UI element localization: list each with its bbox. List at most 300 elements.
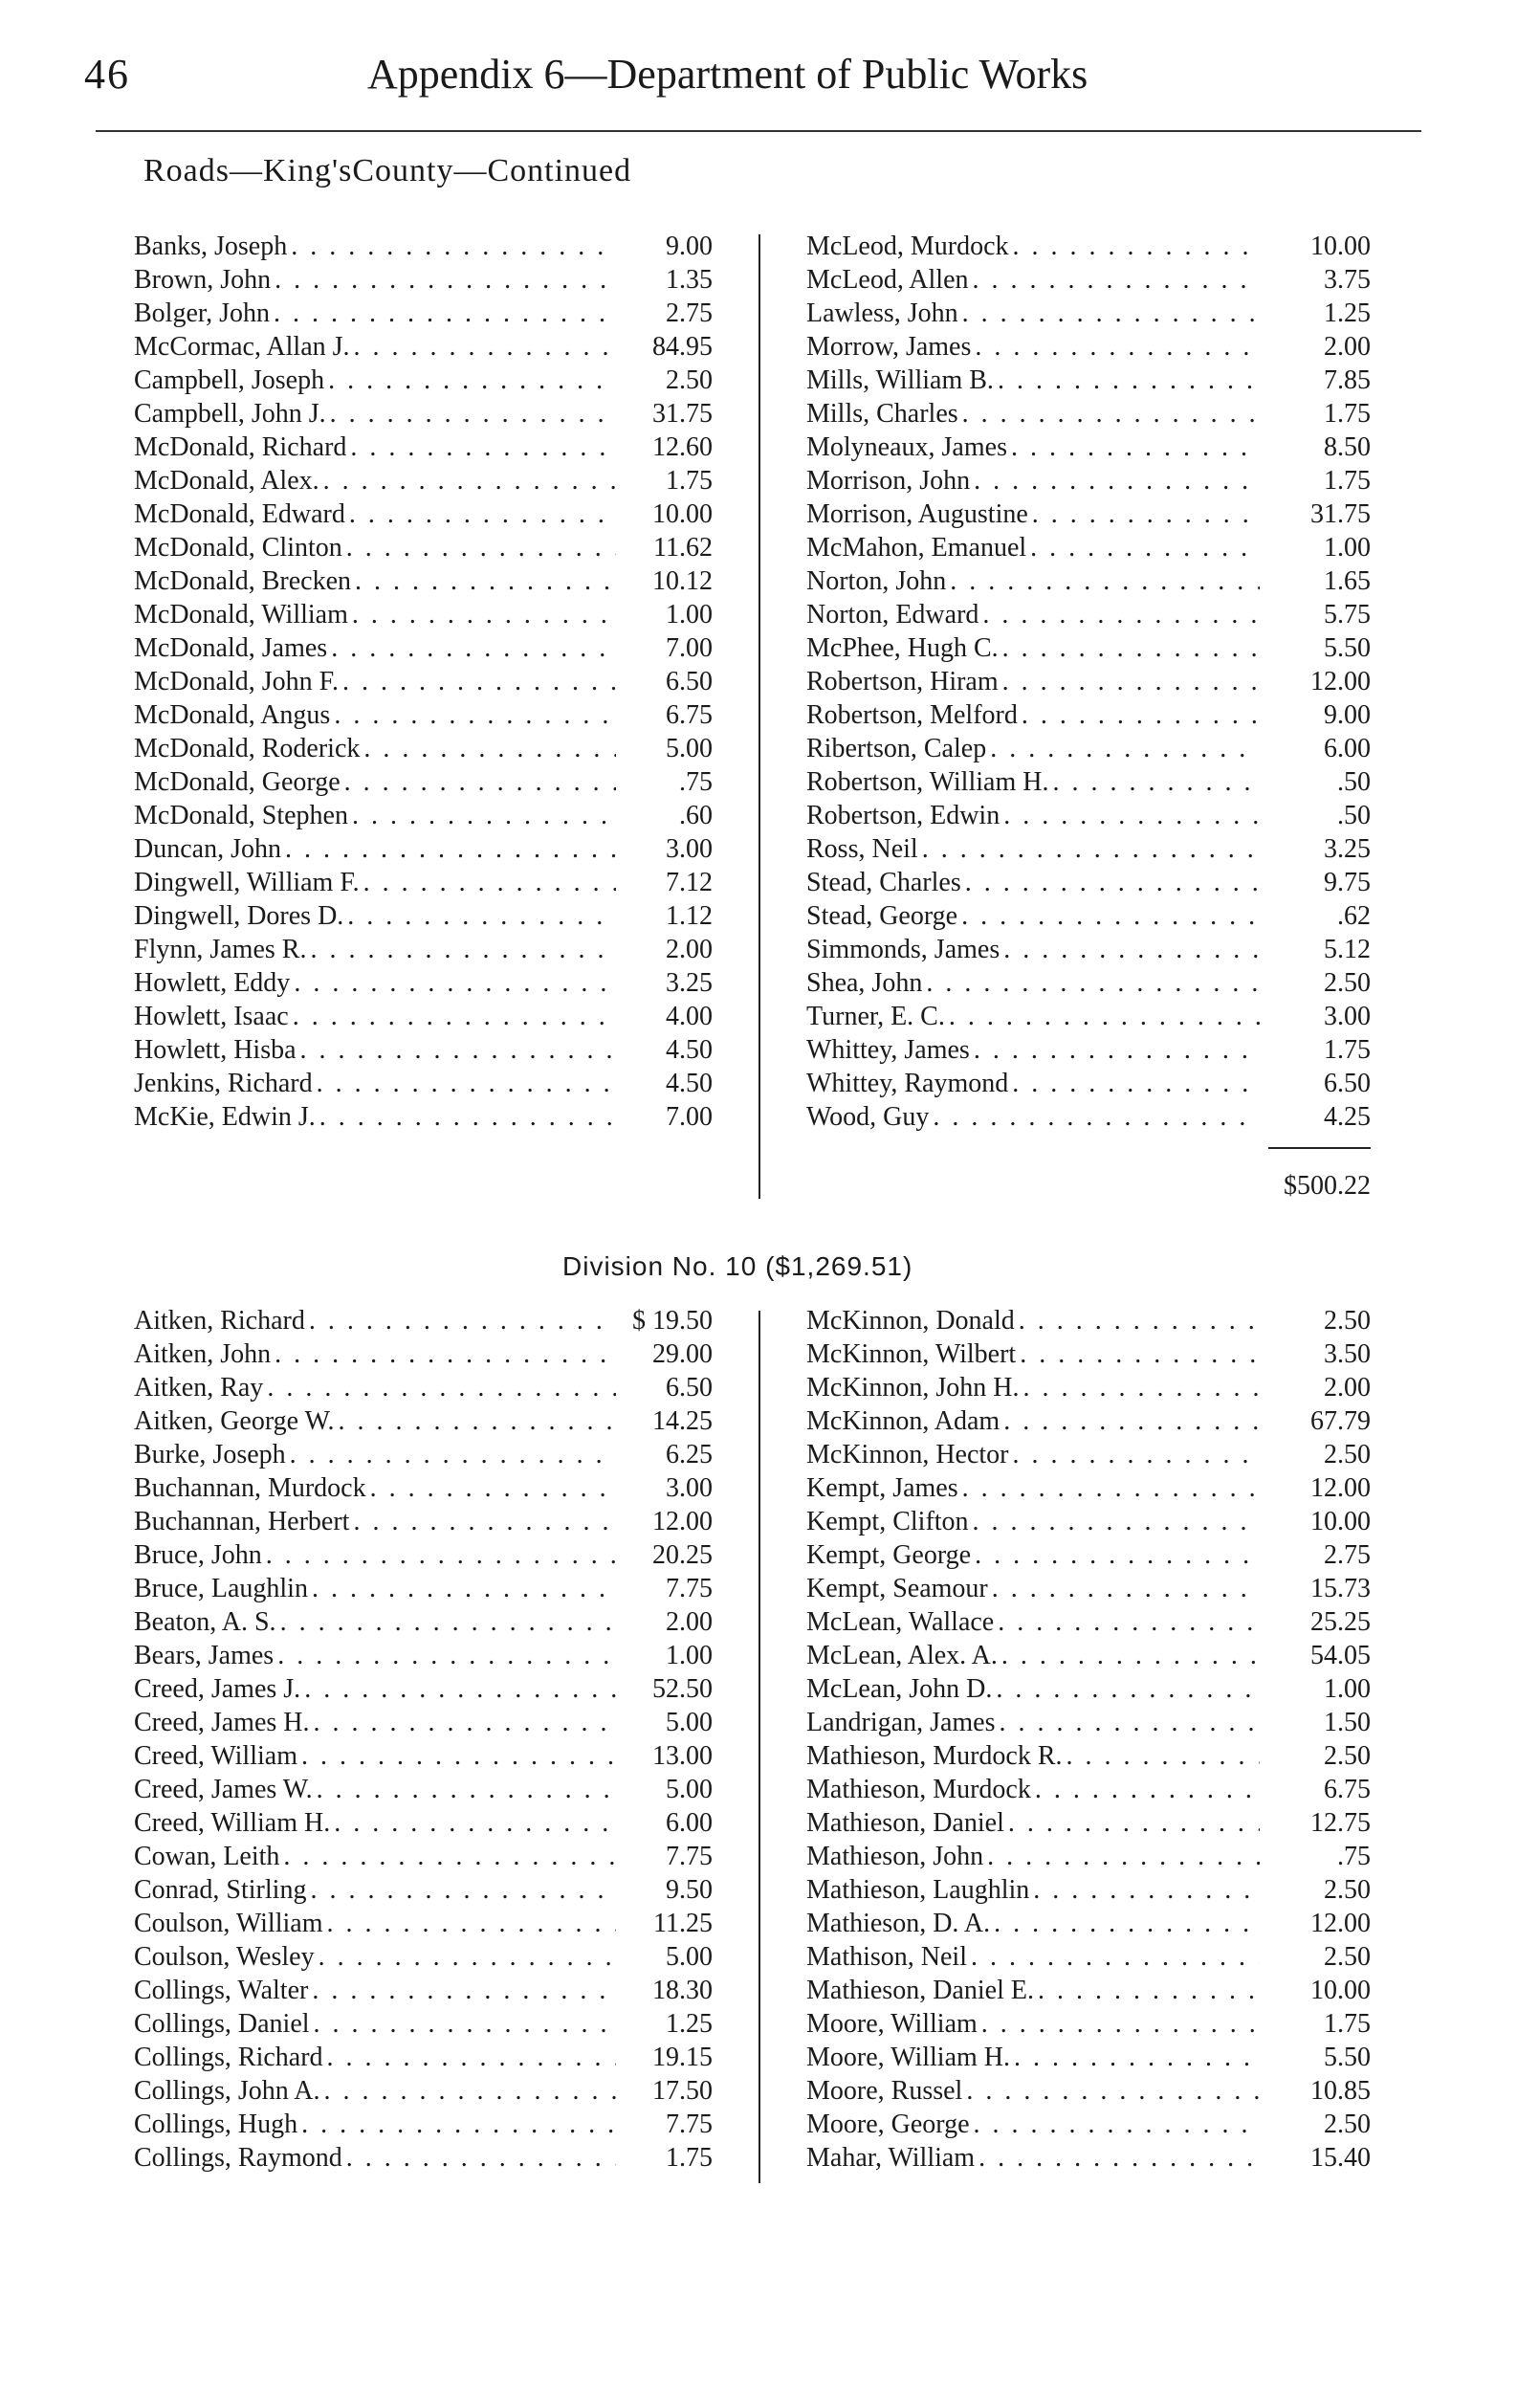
payment-amount: 4.00 — [666, 1002, 713, 1031]
division-left-column — [134, 1304, 713, 2175]
list-item — [806, 464, 1371, 497]
payment-amount: 1.75 — [1324, 466, 1371, 496]
payment-amount: 9.00 — [1324, 700, 1371, 730]
payee-name: Burke, Joseph — [134, 1440, 286, 1469]
dot-leader — [1001, 1639, 1260, 1672]
list-item — [134, 230, 713, 263]
list-item — [806, 564, 1371, 598]
payee-name: Ross, Neil — [806, 834, 918, 864]
roads-right-column — [806, 230, 1371, 1134]
dot-leader — [1013, 1438, 1260, 1471]
payee-name: Buchannan, Herbert — [134, 1507, 350, 1536]
payee-name: Mathieson, Laughlin — [806, 1875, 1030, 1905]
payee-name: Whittey, Raymond — [806, 1069, 1009, 1098]
payment-amount: 2.50 — [1324, 1306, 1371, 1336]
dot-leader — [363, 866, 616, 899]
list-item — [806, 1639, 1371, 1672]
list-item — [134, 966, 713, 1000]
payee-name: McLeod, Allen — [806, 265, 969, 295]
payment-amount: 18.30 — [652, 1976, 713, 2005]
list-item — [134, 866, 713, 899]
dot-leader — [1022, 1371, 1260, 1404]
payee-name: Morrow, James — [806, 332, 972, 362]
list-item — [806, 732, 1371, 765]
payment-amount: 3.25 — [1324, 834, 1371, 864]
list-item — [134, 1538, 713, 1572]
list-item — [806, 1067, 1371, 1100]
payment-amount: 5.00 — [666, 734, 713, 763]
payment-amount: 12.60 — [652, 432, 713, 462]
payment-amount: 1.00 — [1324, 533, 1371, 563]
payment-amount: 20.25 — [652, 1540, 713, 1570]
dot-leader — [353, 1505, 616, 1538]
list-item — [134, 2074, 713, 2108]
dot-leader — [1014, 2041, 1260, 2074]
dot-leader — [962, 297, 1260, 330]
dot-leader — [1012, 1067, 1260, 1100]
dot-leader — [1035, 1773, 1260, 1806]
dot-leader — [312, 1974, 616, 2007]
dot-leader — [1002, 665, 1260, 698]
dot-leader — [1032, 497, 1260, 531]
dot-leader — [975, 1538, 1260, 1572]
list-item — [806, 2108, 1371, 2141]
payment-amount: 14.25 — [652, 1406, 713, 1436]
payee-name: McDonald, George — [134, 767, 341, 797]
payee-name: McKinnon, Donald — [806, 1306, 1015, 1336]
list-item — [806, 497, 1371, 531]
list-item — [806, 1371, 1371, 1404]
payment-amount: 25.25 — [1310, 1607, 1371, 1637]
payment-amount: 6.50 — [666, 667, 713, 696]
payee-name: Howlett, Eddy — [134, 968, 291, 998]
dot-leader — [996, 1672, 1260, 1706]
payee-name: Creed, William H. — [134, 1808, 331, 1838]
payee-name: Robertson, Melford — [806, 700, 1018, 730]
payment-amount: 5.50 — [1324, 2043, 1371, 2072]
payee-name: Bolger, John — [134, 298, 270, 328]
payment-amount: 3.00 — [1324, 1002, 1371, 1031]
dot-leader — [1019, 1304, 1260, 1337]
dot-leader — [347, 899, 616, 933]
payee-name: McCormac, Allan J. — [134, 332, 350, 362]
list-item — [134, 1907, 713, 1940]
dot-leader — [982, 598, 1260, 631]
payment-amount: .50 — [1337, 767, 1371, 797]
list-item — [806, 397, 1371, 431]
dot-leader — [277, 1639, 616, 1672]
payee-name: Kempt, Clifton — [806, 1507, 969, 1536]
payment-amount: 4.25 — [1324, 1102, 1371, 1132]
roads-left-column — [134, 230, 713, 1134]
payee-name: Beaton, A. S. — [134, 1607, 276, 1637]
payee-name: Stead, Charles — [806, 868, 961, 897]
payee-name: Campbell, Joseph — [134, 365, 325, 395]
payment-amount: 12.00 — [1310, 1473, 1371, 1503]
dot-leader — [290, 1438, 616, 1471]
payment-amount: 2.00 — [666, 1607, 713, 1637]
column-divider-bottom — [758, 1311, 760, 2183]
payee-name: McDonald, Angus — [134, 700, 331, 730]
payee-name: Aitken, John — [134, 1339, 272, 1369]
page-number: 46 — [84, 51, 130, 98]
list-item — [134, 1706, 713, 1739]
payee-name: McKie, Edwin J. — [134, 1102, 316, 1132]
payee-name: Mills, Charles — [806, 399, 958, 429]
payment-amount: 10.85 — [1310, 2076, 1371, 2106]
dot-leader — [1003, 933, 1260, 966]
payee-name: McDonald, Alex. — [134, 466, 319, 496]
payee-name: Kempt, George — [806, 1540, 972, 1570]
dot-leader — [933, 1100, 1260, 1134]
list-item — [134, 2141, 713, 2175]
payment-amount: .50 — [1337, 801, 1371, 830]
payment-amount: 7.00 — [666, 633, 713, 663]
payment-amount: 7.85 — [1324, 365, 1371, 395]
dot-leader — [349, 497, 616, 531]
dot-leader — [1008, 1806, 1260, 1840]
payee-name: Mathieson, John — [806, 1842, 984, 1871]
payee-name: Mathieson, Daniel E. — [806, 1976, 1034, 2005]
dot-leader — [1066, 1739, 1260, 1773]
list-item — [134, 765, 713, 799]
dot-leader — [974, 464, 1260, 497]
list-item — [806, 1773, 1371, 1806]
dot-leader — [331, 631, 616, 665]
payment-amount: 7.75 — [666, 1574, 713, 1603]
list-item — [134, 464, 713, 497]
list-item — [134, 397, 713, 431]
dot-leader — [291, 230, 616, 263]
list-item — [134, 933, 713, 966]
payment-amount: 1.12 — [666, 901, 713, 931]
list-item — [806, 431, 1371, 464]
payment-amount: 6.50 — [666, 1373, 713, 1403]
payee-name: McLean, John D. — [806, 1674, 993, 1704]
dot-leader — [323, 464, 616, 497]
dot-leader — [987, 1840, 1260, 1873]
dot-leader — [344, 765, 616, 799]
list-item — [806, 2041, 1371, 2074]
payment-amount: 31.75 — [1310, 499, 1371, 529]
payee-name: Wood, Guy — [806, 1102, 930, 1132]
list-item — [134, 297, 713, 330]
list-item — [806, 1873, 1371, 1907]
payment-amount: 54.05 — [1310, 1641, 1371, 1670]
list-item — [806, 230, 1371, 263]
payment-amount: 15.73 — [1310, 1574, 1371, 1603]
list-item — [134, 1033, 713, 1067]
payment-amount: 1.35 — [666, 265, 713, 295]
payee-name: Collings, Walter — [134, 1976, 309, 2005]
list-item — [806, 765, 1371, 799]
list-item — [806, 1000, 1371, 1033]
list-item — [134, 1873, 713, 1907]
payment-amount: 9.75 — [1324, 868, 1371, 897]
list-item — [806, 1505, 1371, 1538]
payee-name: Dingwell, William F. — [134, 868, 360, 897]
payee-name: Banks, Joseph — [134, 232, 288, 261]
payee-name: Creed, James J. — [134, 1674, 301, 1704]
list-item — [806, 665, 1371, 698]
list-item — [134, 698, 713, 732]
payee-name: Creed, James W. — [134, 1775, 313, 1804]
list-item — [806, 631, 1371, 665]
payment-amount: 1.65 — [1324, 566, 1371, 596]
payee-name: McKinnon, Wilbert — [806, 1339, 1017, 1369]
payee-name: Buchannan, Murdock — [134, 1473, 366, 1503]
list-item — [806, 1739, 1371, 1773]
payee-name: McLeod, Murdock — [806, 232, 1009, 261]
payment-amount: 3.50 — [1324, 1339, 1371, 1369]
list-item — [134, 531, 713, 564]
dot-leader — [1052, 765, 1260, 799]
dot-leader — [949, 1000, 1260, 1033]
list-item — [806, 1840, 1371, 1873]
dot-leader — [294, 966, 616, 1000]
payment-amount: 10.00 — [652, 499, 713, 529]
payment-amount: 12.00 — [1310, 1909, 1371, 1938]
list-item — [806, 297, 1371, 330]
payment-amount: 2.50 — [666, 365, 713, 395]
dot-leader — [1030, 531, 1260, 564]
list-item — [134, 598, 713, 631]
list-item — [806, 1471, 1371, 1505]
list-item — [134, 1773, 713, 1806]
dot-leader — [962, 1471, 1260, 1505]
payee-name: McMahon, Emanuel — [806, 533, 1027, 563]
list-item — [806, 832, 1371, 866]
list-item — [134, 1974, 713, 2007]
dot-leader — [965, 866, 1260, 899]
list-item — [134, 263, 713, 297]
dot-leader — [266, 1538, 616, 1572]
dot-leader — [354, 330, 616, 364]
payee-name: Morrison, Augustine — [806, 499, 1028, 529]
list-item — [134, 665, 713, 698]
payment-amount: 8.50 — [1324, 432, 1371, 462]
list-item — [134, 2108, 713, 2141]
payee-name: Mathieson, Murdock — [806, 1775, 1031, 1804]
list-item — [806, 1672, 1371, 1706]
list-item — [806, 364, 1371, 397]
payment-amount: 7.75 — [666, 2110, 713, 2139]
payment-amount: 19.15 — [652, 2043, 713, 2072]
dot-leader — [310, 933, 616, 966]
dot-leader — [962, 397, 1260, 431]
dot-leader — [981, 2007, 1260, 2041]
payee-name: Dingwell, Dores D. — [134, 901, 344, 931]
dot-leader — [346, 531, 616, 564]
dot-leader — [319, 1100, 616, 1134]
payment-amount: 1.75 — [666, 2143, 713, 2173]
payee-name: McDonald, James — [134, 633, 328, 663]
payee-name: Coulson, William — [134, 1909, 323, 1938]
payee-name: Collings, Raymond — [134, 2143, 342, 2173]
payee-name: Aitken, Ray — [134, 1373, 264, 1403]
payment-amount: 1.50 — [1324, 1708, 1371, 1737]
dot-leader — [309, 1304, 616, 1337]
payee-name: Robertson, Hiram — [806, 667, 999, 696]
dot-leader — [998, 364, 1260, 397]
dot-leader — [342, 665, 616, 698]
list-item — [806, 531, 1371, 564]
payee-name: Creed, William — [134, 1741, 297, 1771]
list-item — [806, 1572, 1371, 1605]
payment-amount: 1.75 — [1324, 2009, 1371, 2039]
list-item — [134, 364, 713, 397]
payment-amount: 84.95 — [652, 332, 713, 362]
dot-leader — [328, 364, 616, 397]
list-item — [806, 2007, 1371, 2041]
dot-leader — [370, 1471, 616, 1505]
dot-leader — [326, 1907, 616, 1940]
dot-leader — [974, 2108, 1260, 2141]
list-item — [806, 1438, 1371, 1471]
dot-leader — [352, 799, 616, 832]
payment-amount: 7.75 — [666, 1842, 713, 1871]
payment-amount: .75 — [679, 767, 713, 797]
list-item — [806, 1538, 1371, 1572]
payment-amount: 4.50 — [666, 1035, 713, 1065]
payee-name: Brown, John — [134, 265, 272, 295]
list-item — [134, 1438, 713, 1471]
payment-amount: 11.62 — [653, 533, 713, 563]
dot-leader — [1020, 1337, 1260, 1371]
list-item — [134, 1304, 713, 1337]
dot-leader — [317, 1067, 616, 1100]
payment-amount: .62 — [1337, 901, 1371, 931]
payment-amount: 9.50 — [666, 1875, 713, 1905]
payment-amount: 6.50 — [1324, 1069, 1371, 1098]
payee-name: Aitken, George W. — [134, 1406, 335, 1436]
payee-name: Stead, George — [806, 901, 958, 931]
dot-leader — [1011, 431, 1260, 464]
payee-name: McPhee, Hugh C. — [806, 633, 999, 663]
dot-leader — [1002, 631, 1260, 665]
list-item — [806, 899, 1371, 933]
payee-name: Turner, E. C. — [806, 1002, 945, 1031]
dot-leader — [304, 1672, 616, 1706]
payee-name: McKinnon, John H. — [806, 1373, 1020, 1403]
dot-leader — [312, 1572, 616, 1605]
list-item — [134, 431, 713, 464]
payee-name: McDonald, William — [134, 600, 348, 630]
payee-name: Lawless, John — [806, 298, 958, 328]
payee-name: Morrison, John — [806, 466, 971, 496]
list-item — [806, 263, 1371, 297]
list-item — [134, 2007, 713, 2041]
list-item — [134, 1840, 713, 1873]
list-item — [134, 1940, 713, 1974]
dot-leader — [973, 263, 1260, 297]
list-item — [806, 1907, 1371, 1940]
dot-leader — [992, 1572, 1260, 1605]
list-item — [134, 1000, 713, 1033]
payment-amount: 6.25 — [666, 1440, 713, 1469]
payment-amount: 2.75 — [1324, 1540, 1371, 1570]
dot-leader — [323, 2074, 616, 2108]
payee-name: Flynn, James R. — [134, 935, 307, 964]
list-item — [806, 866, 1371, 899]
payee-name: Jenkins, Richard — [134, 1069, 313, 1098]
dot-leader — [990, 732, 1260, 765]
dot-leader — [1003, 1404, 1260, 1438]
payment-amount: 10.00 — [1310, 232, 1371, 261]
list-item — [134, 899, 713, 933]
list-item — [134, 1672, 713, 1706]
payment-amount: 12.00 — [1310, 667, 1371, 696]
payee-name: Moore, George — [806, 2110, 970, 2139]
list-item — [134, 1100, 713, 1134]
payee-name: Kempt, James — [806, 1473, 958, 1503]
list-item — [134, 1505, 713, 1538]
dot-leader — [975, 330, 1260, 364]
payment-amount: 31.75 — [652, 399, 713, 429]
dot-leader — [1022, 698, 1260, 732]
list-item — [806, 1706, 1371, 1739]
list-item — [134, 1739, 713, 1773]
payment-amount: 1.75 — [666, 466, 713, 496]
payee-name: Mathison, Neil — [806, 1942, 967, 1972]
payee-name: Bruce, Laughlin — [134, 1574, 308, 1603]
dot-leader — [300, 1033, 616, 1067]
list-item — [806, 698, 1371, 732]
payee-name: Mahar, William — [806, 2143, 976, 2173]
payee-name: McDonald, Richard — [134, 432, 347, 462]
payee-name: Moore, William H. — [806, 2043, 1010, 2072]
list-item — [134, 1371, 713, 1404]
dot-leader — [352, 598, 616, 631]
payee-name: Mathieson, Daniel — [806, 1808, 1004, 1838]
list-item — [806, 1605, 1371, 1639]
dot-leader — [314, 1706, 616, 1739]
list-item — [134, 1639, 713, 1672]
payment-amount: 1.00 — [1324, 1674, 1371, 1704]
list-item — [806, 1806, 1371, 1840]
payment-amount: $ 19.50 — [632, 1306, 713, 1336]
dot-leader — [355, 564, 616, 598]
list-item — [134, 330, 713, 364]
list-item — [134, 1806, 713, 1840]
payment-amount: 6.75 — [1324, 1775, 1371, 1804]
list-item — [134, 564, 713, 598]
payment-amount: 5.00 — [666, 1775, 713, 1804]
dot-leader — [319, 1940, 616, 1974]
payment-amount: 1.25 — [1324, 298, 1371, 328]
list-item — [806, 598, 1371, 631]
list-item — [806, 1337, 1371, 1371]
dot-leader — [973, 1505, 1260, 1538]
dot-leader — [922, 832, 1260, 866]
payment-amount: 5.00 — [666, 1708, 713, 1737]
dot-leader — [1013, 230, 1260, 263]
dot-leader — [350, 431, 616, 464]
dot-leader — [334, 698, 616, 732]
dot-leader — [338, 1404, 616, 1438]
dot-leader — [971, 1940, 1260, 1974]
payee-name: Duncan, John — [134, 834, 281, 864]
payee-name: Mathieson, Murdock R. — [806, 1741, 1063, 1771]
payment-amount: 10.00 — [1310, 1976, 1371, 2005]
dot-leader — [317, 1773, 616, 1806]
list-item — [134, 631, 713, 665]
payee-name: McLean, Alex. A. — [806, 1641, 998, 1670]
division-right-column — [806, 1304, 1371, 2175]
list-item — [806, 1974, 1371, 2007]
payment-amount: 2.50 — [1324, 1942, 1371, 1972]
payment-amount: 3.75 — [1324, 265, 1371, 295]
